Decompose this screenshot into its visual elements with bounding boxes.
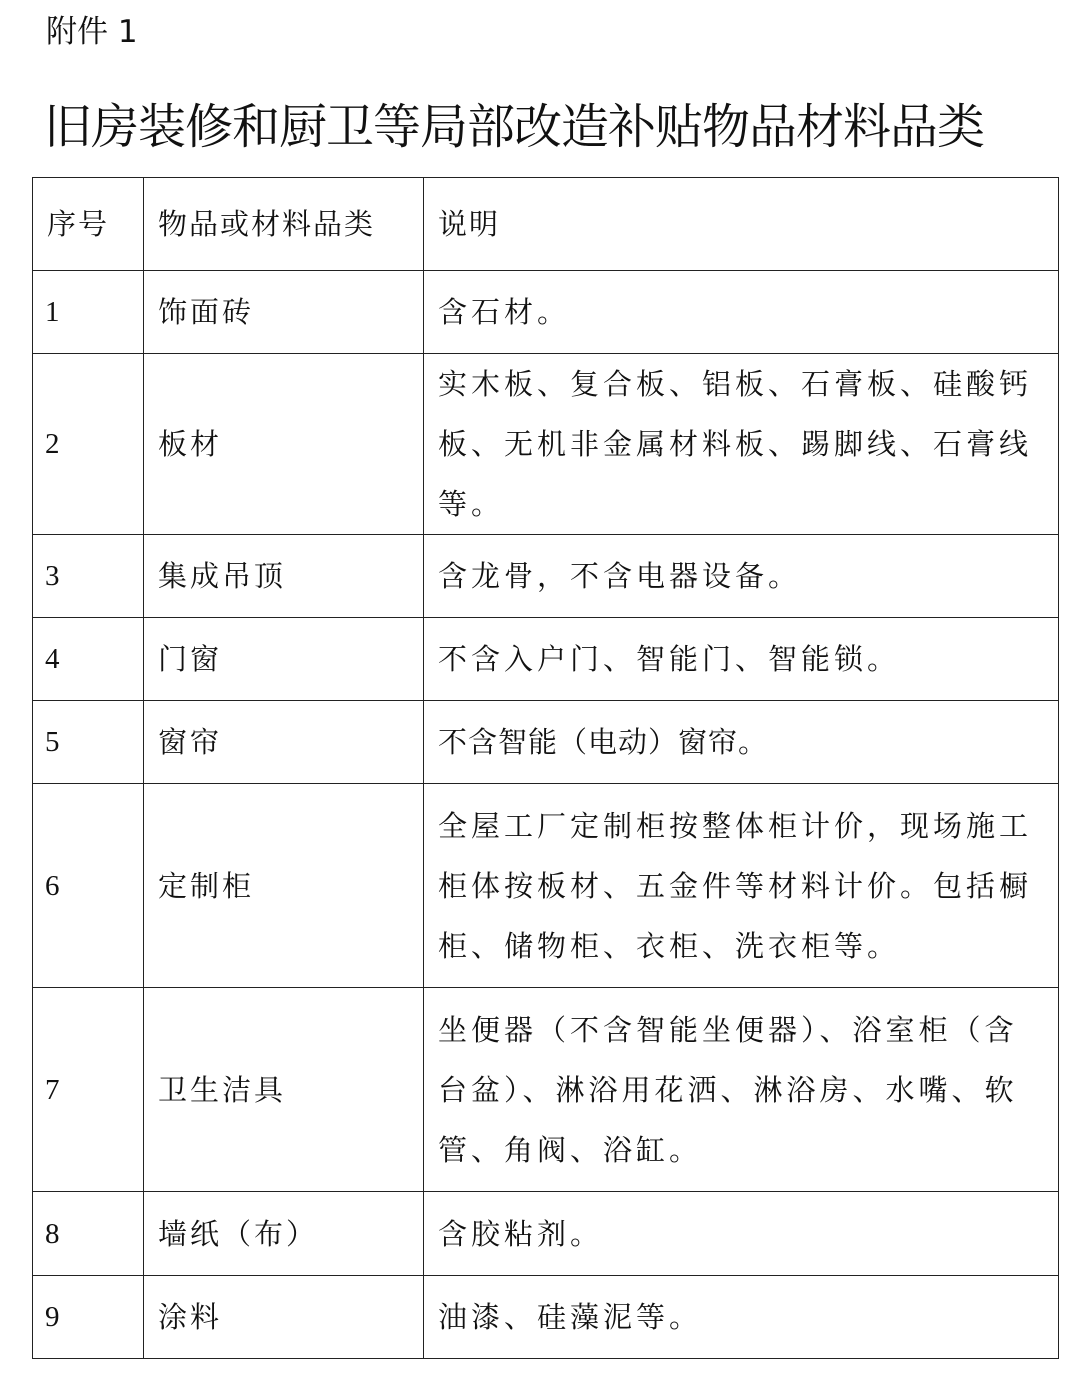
row-number: 1 <box>33 271 144 354</box>
row-description: 不含智能（电动）窗帘。 <box>424 701 1059 784</box>
row-number: 4 <box>33 618 144 701</box>
row-number: 8 <box>33 1192 144 1276</box>
row-item-name: 卫生洁具 <box>144 988 424 1192</box>
row-description: 油漆、硅藻泥等。 <box>424 1276 1059 1359</box>
row-description: 含石材。 <box>424 271 1059 354</box>
column-header-item: 物品或材料品类 <box>144 178 424 271</box>
document-title: 旧房装修和厨卫等局部改造补贴物品材料品类 <box>44 99 985 155</box>
row-description: 实木板、复合板、铝板、石膏板、硅酸钙板、无机非金属材料板、踢脚线、石膏线等。 <box>424 354 1059 535</box>
row-number: 5 <box>33 701 144 784</box>
row-description: 含胶粘剂。 <box>424 1192 1059 1276</box>
table-header-row <box>33 178 1059 271</box>
table-row <box>33 701 1059 784</box>
table-row <box>33 618 1059 701</box>
row-item-name: 板材 <box>144 354 424 535</box>
row-number: 9 <box>33 1276 144 1359</box>
column-header-no: 序号 <box>33 178 144 271</box>
table-row <box>33 271 1059 354</box>
row-item-name: 集成吊顶 <box>144 535 424 618</box>
row-number: 2 <box>33 354 144 535</box>
table-row <box>33 1192 1059 1276</box>
row-description: 不含入户门、智能门、智能锁。 <box>424 618 1059 701</box>
row-item-name: 定制柜 <box>144 784 424 988</box>
column-header-description: 说明 <box>424 178 1059 271</box>
row-item-name: 墙纸（布） <box>144 1192 424 1276</box>
row-item-name: 窗帘 <box>144 701 424 784</box>
row-number: 7 <box>33 988 144 1192</box>
row-description: 坐便器（不含智能坐便器）、浴室柜（含台盆）、淋浴用花洒、淋浴房、水嘴、软管、角阀、浴缸。 <box>424 988 1059 1192</box>
row-item-name: 门窗 <box>144 618 424 701</box>
table-row <box>33 1276 1059 1359</box>
attachment-label: 附件 1 <box>46 14 138 50</box>
row-description: 全屋工厂定制柜按整体柜计价，现场施工柜体按板材、五金件等材料计价。包括橱柜、储物柜、衣柜、洗衣柜等。 <box>424 784 1059 988</box>
row-item-name: 饰面砖 <box>144 271 424 354</box>
row-description: 含龙骨，不含电器设备。 <box>424 535 1059 618</box>
materials-table <box>32 177 1059 1359</box>
table-row <box>33 535 1059 618</box>
table-row <box>33 784 1059 988</box>
table-row <box>33 354 1059 535</box>
row-item-name: 涂料 <box>144 1276 424 1359</box>
row-number: 6 <box>33 784 144 988</box>
table-row <box>33 988 1059 1192</box>
row-number: 3 <box>33 535 144 618</box>
